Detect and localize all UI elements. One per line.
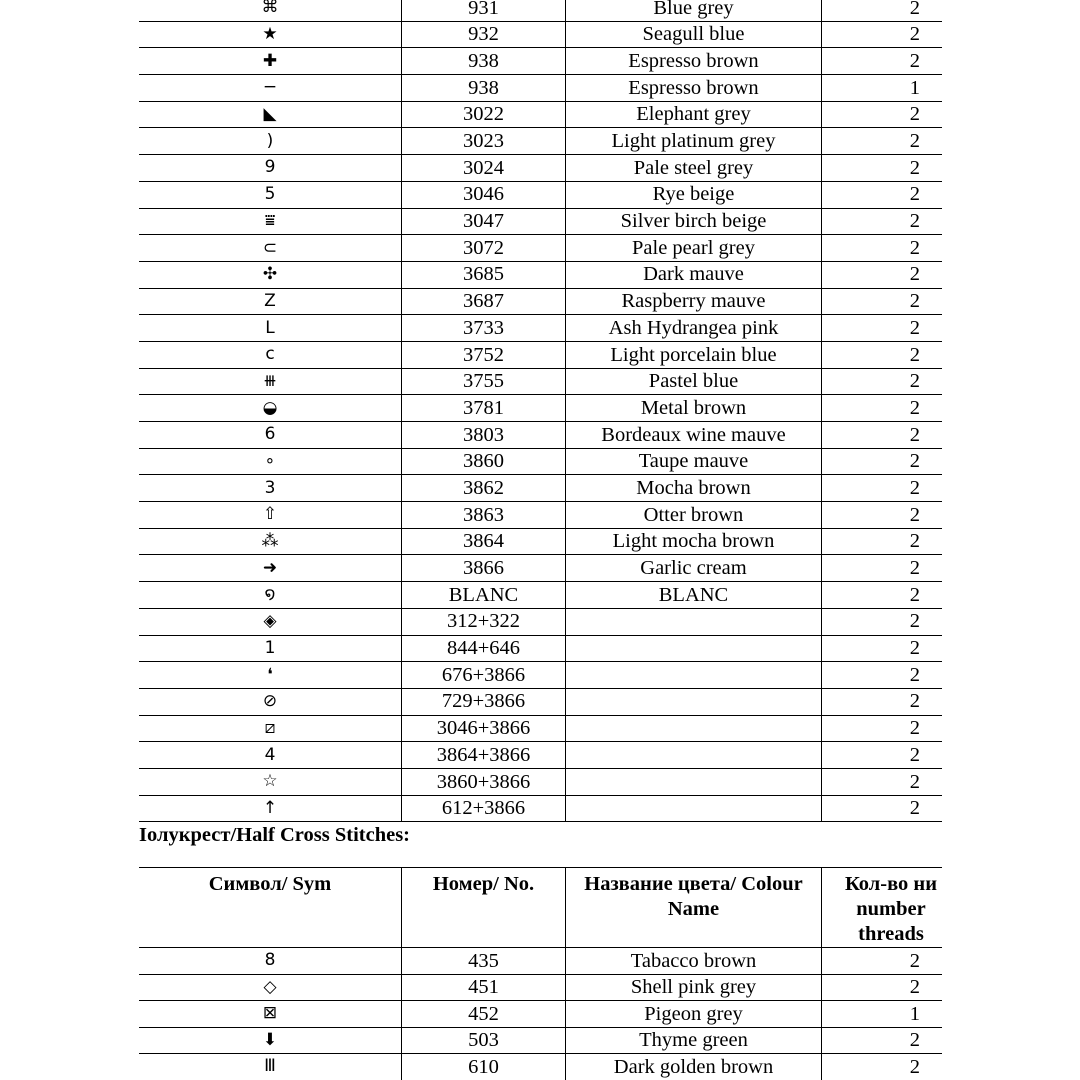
colour-name-cell: BLANC	[565, 582, 821, 608]
table-row	[139, 449, 942, 476]
thread-count-cell: 2	[821, 48, 942, 74]
thread-count-cell: 2	[821, 1028, 942, 1054]
table-row	[139, 662, 942, 689]
table-row	[139, 975, 942, 1002]
symbol-cell: 9	[264, 157, 276, 178]
colour-name-cell: Light platinum grey	[565, 128, 821, 154]
symbol-cell: 1	[264, 637, 276, 658]
thread-count-cell: 2	[821, 975, 942, 1001]
symbol-cell: ⊘	[262, 691, 278, 712]
document-page	[139, 0, 942, 1080]
thread-count-cell: 2	[821, 102, 942, 128]
colour-name-cell: Elephant grey	[565, 102, 821, 128]
thread-count-cell: 2	[821, 155, 942, 181]
symbol-cell: ⁂	[261, 531, 279, 552]
colour-name-cell: Pigeon grey	[565, 1001, 821, 1027]
table-row	[139, 315, 942, 342]
table-row	[139, 796, 942, 823]
colour-name-cell: Rye beige	[565, 182, 821, 208]
colour-name-cell: Espresso brown	[565, 75, 821, 101]
colour-name-cell	[565, 769, 821, 795]
colour-name-cell: Otter brown	[565, 502, 821, 528]
thread-count-cell: 2	[821, 209, 942, 235]
symbol-cell: c	[265, 344, 275, 365]
table-row	[139, 689, 942, 716]
thread-count-cell: 2	[821, 422, 942, 448]
table-row	[139, 1028, 942, 1055]
table-row	[139, 636, 942, 663]
number-cell: 3860+3866	[401, 769, 565, 795]
thread-count-cell: 2	[821, 315, 942, 341]
symbol-cell: ❛	[267, 664, 273, 685]
thread-count-cell: 2	[821, 662, 942, 688]
table-header-row	[139, 868, 942, 948]
thread-count-cell: 2	[821, 716, 942, 742]
colour-name-cell	[565, 742, 821, 768]
colour-name-cell: Tabacco brown	[565, 948, 821, 974]
number-cell: 3864	[401, 529, 565, 555]
thread-count-cell: 2	[821, 1054, 942, 1080]
symbol-cell: ⧻	[262, 370, 278, 391]
number-cell: 3803	[401, 422, 565, 448]
table-row	[139, 948, 942, 975]
symbol-cell: 5	[264, 184, 276, 205]
number-cell: 3685	[401, 262, 565, 288]
thread-count-cell: 1	[821, 75, 942, 101]
number-cell: 3046+3866	[401, 716, 565, 742]
symbol-cell: ☆	[262, 771, 278, 792]
number-cell: 503	[401, 1028, 565, 1054]
header-thread-count: Кол-во ни number threads	[821, 868, 942, 947]
colour-name-cell: Dark mauve	[565, 262, 821, 288]
thread-count-cell: 2	[821, 529, 942, 555]
colour-name-cell: Taupe mauve	[565, 449, 821, 475]
colour-name-cell	[565, 716, 821, 742]
number-cell: 3047	[401, 209, 565, 235]
colour-name-cell: Bordeaux wine mauve	[565, 422, 821, 448]
thread-count-cell: 2	[821, 369, 942, 395]
number-cell: 844+646	[401, 636, 565, 662]
table-row	[139, 128, 942, 155]
table-row	[139, 182, 942, 209]
colour-name-cell: Pale pearl grey	[565, 235, 821, 261]
header-colour-name: Название цвета/ Colour Name	[565, 868, 821, 947]
number-cell: 3864+3866	[401, 742, 565, 768]
number-cell: 3752	[401, 342, 565, 368]
thread-count-cell: 2	[821, 609, 942, 635]
colour-name-cell: Silver birch beige	[565, 209, 821, 235]
symbol-cell: ⊠	[262, 1003, 278, 1024]
number-cell: 610	[401, 1054, 565, 1080]
colour-name-cell: Raspberry mauve	[565, 289, 821, 315]
thread-count-cell: 2	[821, 22, 942, 48]
thread-count-cell: 2	[821, 235, 942, 261]
colour-name-cell: Garlic cream	[565, 555, 821, 581]
colour-name-cell: Shell pink grey	[565, 975, 821, 1001]
colour-name-cell: Pastel blue	[565, 369, 821, 395]
table-row	[139, 769, 942, 796]
table-row	[139, 262, 942, 289]
number-cell: 3755	[401, 369, 565, 395]
thread-count-cell: 2	[821, 796, 942, 822]
colour-name-cell: Ash Hydrangea pink	[565, 315, 821, 341]
table-row	[139, 395, 942, 422]
thread-count-cell: 1	[821, 1001, 942, 1027]
symbol-cell: ◒	[262, 397, 278, 418]
colour-name-cell: Thyme green	[565, 1028, 821, 1054]
half-cross-stitch-table	[139, 867, 942, 1080]
number-cell: 3023	[401, 128, 565, 154]
symbol-cell: ⩸	[264, 210, 276, 231]
section-title-half-cross: Iолукрест/Half Cross Stitches:	[139, 824, 410, 846]
table-row	[139, 75, 942, 102]
table-row	[139, 235, 942, 262]
symbol-cell: )	[266, 130, 274, 151]
colour-name-cell: Metal brown	[565, 395, 821, 421]
colour-name-cell	[565, 689, 821, 715]
colour-name-cell: Dark golden brown	[565, 1054, 821, 1080]
colour-name-cell	[565, 609, 821, 635]
symbol-cell: ↑	[262, 797, 278, 818]
table-row	[139, 502, 942, 529]
table-row	[139, 289, 942, 316]
number-cell: 676+3866	[401, 662, 565, 688]
colour-name-cell	[565, 796, 821, 822]
number-cell: BLANC	[401, 582, 565, 608]
table-row	[139, 22, 942, 49]
table-row	[139, 0, 942, 22]
number-cell: 3072	[401, 235, 565, 261]
colour-name-cell: Pale steel grey	[565, 155, 821, 181]
thread-count-cell: 2	[821, 475, 942, 501]
header-number: Номер/ No.	[401, 868, 565, 947]
number-cell: 312+322	[401, 609, 565, 635]
colour-name-cell: Espresso brown	[565, 48, 821, 74]
thread-count-cell: 2	[821, 289, 942, 315]
number-cell: 3046	[401, 182, 565, 208]
colour-name-cell: Seagull blue	[565, 22, 821, 48]
table-row	[139, 369, 942, 396]
symbol-cell: ✣	[262, 264, 278, 285]
table-row	[139, 209, 942, 236]
number-cell: 3860	[401, 449, 565, 475]
symbol-cell: ◣	[263, 104, 277, 125]
symbol-cell: ⇧	[262, 504, 278, 525]
thread-count-cell: 2	[821, 769, 942, 795]
number-cell: 3866	[401, 555, 565, 581]
colour-name-cell: Light porcelain blue	[565, 342, 821, 368]
symbol-cell: 4	[264, 744, 276, 765]
thread-count-cell: 2	[821, 182, 942, 208]
table-row	[139, 716, 942, 743]
thread-count-cell: 2	[821, 555, 942, 581]
symbol-cell: 8	[264, 950, 276, 971]
number-cell: 612+3866	[401, 796, 565, 822]
number-cell: 3733	[401, 315, 565, 341]
full-cross-stitch-table	[139, 0, 942, 822]
symbol-cell: ⊂	[262, 237, 278, 258]
table-row	[139, 342, 942, 369]
colour-name-cell: Light mocha brown	[565, 529, 821, 555]
thread-count-cell: 2	[821, 0, 942, 21]
thread-count-cell: 2	[821, 342, 942, 368]
table-row	[139, 1054, 942, 1080]
number-cell: 938	[401, 75, 565, 101]
header-symbol: Символ/ Sym	[208, 873, 332, 895]
symbol-cell: ∘	[264, 451, 276, 472]
number-cell: 452	[401, 1001, 565, 1027]
table-row	[139, 529, 942, 556]
symbol-cell: ⌘	[261, 0, 279, 18]
number-cell: 932	[401, 22, 565, 48]
number-cell: 3863	[401, 502, 565, 528]
symbol-cell: Z	[264, 290, 276, 311]
colour-name-cell: Mocha brown	[565, 475, 821, 501]
number-cell: 3022	[401, 102, 565, 128]
number-cell: 3862	[401, 475, 565, 501]
symbol-cell: ⬇	[262, 1029, 278, 1050]
symbol-cell: L	[265, 317, 275, 338]
table-row	[139, 555, 942, 582]
symbol-cell: 3	[264, 477, 276, 498]
symbol-cell: ✚	[262, 50, 278, 71]
number-cell: 729+3866	[401, 689, 565, 715]
number-cell: 451	[401, 975, 565, 1001]
table-row	[139, 155, 942, 182]
table-row	[139, 422, 942, 449]
thread-count-cell: 2	[821, 449, 942, 475]
table-row	[139, 1001, 942, 1028]
number-cell: 938	[401, 48, 565, 74]
symbol-cell: ➜	[262, 557, 278, 578]
symbol-cell: ◇	[263, 976, 277, 997]
number-cell: 435	[401, 948, 565, 974]
thread-count-cell: 2	[821, 689, 942, 715]
thread-count-cell: 2	[821, 742, 942, 768]
symbol-cell: ⧄	[264, 717, 276, 738]
colour-name-cell	[565, 636, 821, 662]
symbol-cell: ໑	[264, 584, 276, 605]
thread-count-cell: 2	[821, 502, 942, 528]
table-row	[139, 742, 942, 769]
table-row	[139, 609, 942, 636]
thread-count-cell: 2	[821, 262, 942, 288]
number-cell: 3781	[401, 395, 565, 421]
colour-name-cell	[565, 662, 821, 688]
symbol-cell: ◈	[263, 611, 277, 632]
table-row	[139, 102, 942, 129]
thread-count-cell: 2	[821, 948, 942, 974]
thread-count-cell: 2	[821, 395, 942, 421]
symbol-cell: Ⅲ	[264, 1056, 276, 1077]
thread-count-cell: 2	[821, 636, 942, 662]
number-cell: 931	[401, 0, 565, 21]
table-row	[139, 475, 942, 502]
thread-count-cell: 2	[821, 582, 942, 608]
number-cell: 3687	[401, 289, 565, 315]
symbol-cell: ★	[262, 24, 278, 45]
symbol-cell: 6	[264, 424, 276, 445]
colour-name-cell: Blue grey	[565, 0, 821, 21]
table-row	[139, 582, 942, 609]
number-cell: 3024	[401, 155, 565, 181]
table-row	[139, 48, 942, 75]
symbol-cell: −	[262, 77, 278, 98]
thread-count-cell: 2	[821, 128, 942, 154]
